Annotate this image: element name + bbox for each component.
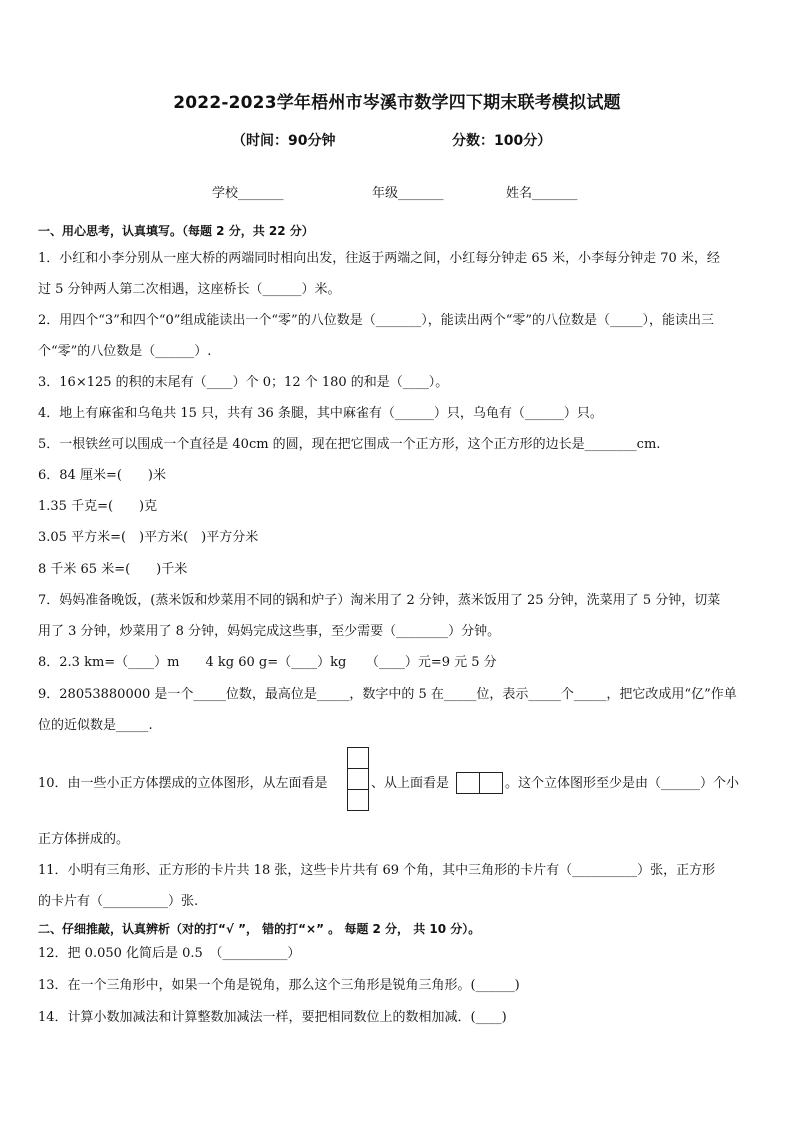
question-9-line-2: 位的近似数是_____. <box>38 718 153 733</box>
question-10-line-2: 正方体拼成的。 <box>38 832 130 847</box>
question-10-mid: 、从上面看是 <box>371 776 450 791</box>
question-1-line-1: 1．小红和小李分别从一座大桥的两端同时相向出发，往返于两端之间，小红每分钟走 65 米，小李每分钟走 70 米，经 <box>38 251 720 266</box>
question-6-line-4: 8 千米 65 米=( )千米 <box>38 562 188 577</box>
question-3: 3．16×125 的积的末尾有（____）个 0；12 个 180 的和是（____）。 <box>38 375 449 390</box>
question-11-line-2: 的卡片有（__________）张. <box>38 894 199 909</box>
question-4: 4．地上有麻雀和乌龟共 15 只，共有 36 条腿，其中麻雀有（______）只，乌龟有（______）只。 <box>38 406 603 421</box>
question-8: 8．2.3 km=（____）m 4 kg 60 g=（____）kg （____）元=9 元 5 分 <box>38 655 497 670</box>
section-1-heading: 一、用心思考，认真填写。（每题 2 分，共 22 分） <box>38 224 314 238</box>
question-2-line-2: 个“零”的八位数是（______）. <box>38 344 212 359</box>
question-1-line-2: 过 5 分钟两人第二次相遇，这座桥长（______）米。 <box>38 282 341 297</box>
question-7-line-1: 7．妈妈准备晚饭，(蒸米饭和炒菜用不同的锅和炉子）淘米用了 2 分钟，蒸米饭用了 25 分钟，洗菜用了 5 分钟，切菜 <box>38 593 721 608</box>
question-6-line-3: 3.05 平方米=( )平方米( )平方分米 <box>38 530 259 545</box>
cube-cell <box>347 747 369 769</box>
name-field: 姓名_______ <box>506 186 578 201</box>
question-9-line-1: 9．28053880000 是一个_____位数，最高位是_____，数字中的 5 在_____位，表示_____个_____，把它改成用“亿”作单 <box>38 687 737 702</box>
time-limit: （时间：90分钟 <box>232 133 336 149</box>
top-view-figure <box>457 772 503 794</box>
cube-cell <box>347 768 369 790</box>
question-11-line-1: 11．小明有三角形、正方形的卡片共 18 张，这些卡片共有 69 个角，其中三角形的卡片有（__________）张，正方形 <box>38 863 716 878</box>
question-10-end: 。这个立体图形至少是由（______）个小 <box>505 776 740 791</box>
question-12: 12．把 0.050 化简后是 0.5 （__________） <box>38 946 301 961</box>
cube-cell <box>347 789 369 811</box>
page-title: 2022-2023学年梧州市岑溪市数学四下期末联考模拟试题 <box>173 93 621 113</box>
cube-cell <box>456 772 480 794</box>
question-6-line-1: 6．84 厘米=( )米 <box>38 468 166 483</box>
school-field: 学校_______ <box>212 186 284 201</box>
section-2-heading: 二、仔细推敲，认真辨析（对的打“√ ”， 错的打“×” 。 每题 2 分， 共 10 分）。 <box>38 922 481 936</box>
question-6-line-2: 1.35 千克=( )克 <box>38 499 158 514</box>
question-5: 5．一根铁丝可以围成一个直径是 40cm 的圆，现在把它围成一个正方形，这个正方形的边长是________cm. <box>38 437 661 452</box>
question-13: 13．在一个三角形中，如果一个角是锐角，那么这个三角形是锐角三角形。(______) <box>38 978 520 993</box>
question-14: 14．计算小数加减法和计算整数加减法一样，要把相同数位上的数相加减．(____) <box>38 1010 507 1025</box>
left-view-figure <box>347 748 369 811</box>
question-10-start: 10．由一些小正方体摆成的立体图形，从左面看是 <box>38 776 328 791</box>
question-2-line-1: 2．用四个“3”和四个“0”组成能读出一个“零”的八位数是（_______），能读出两个“零”的八位数是（_____），能读出三 <box>38 313 714 328</box>
total-score: 分数：100分） <box>452 133 552 149</box>
grade-field: 年级_______ <box>372 186 444 201</box>
cube-cell <box>479 772 503 794</box>
question-7-line-2: 用了 3 分钟，炒菜用了 8 分钟，妈妈完成这些事，至少需要（________）分钟。 <box>38 624 501 639</box>
